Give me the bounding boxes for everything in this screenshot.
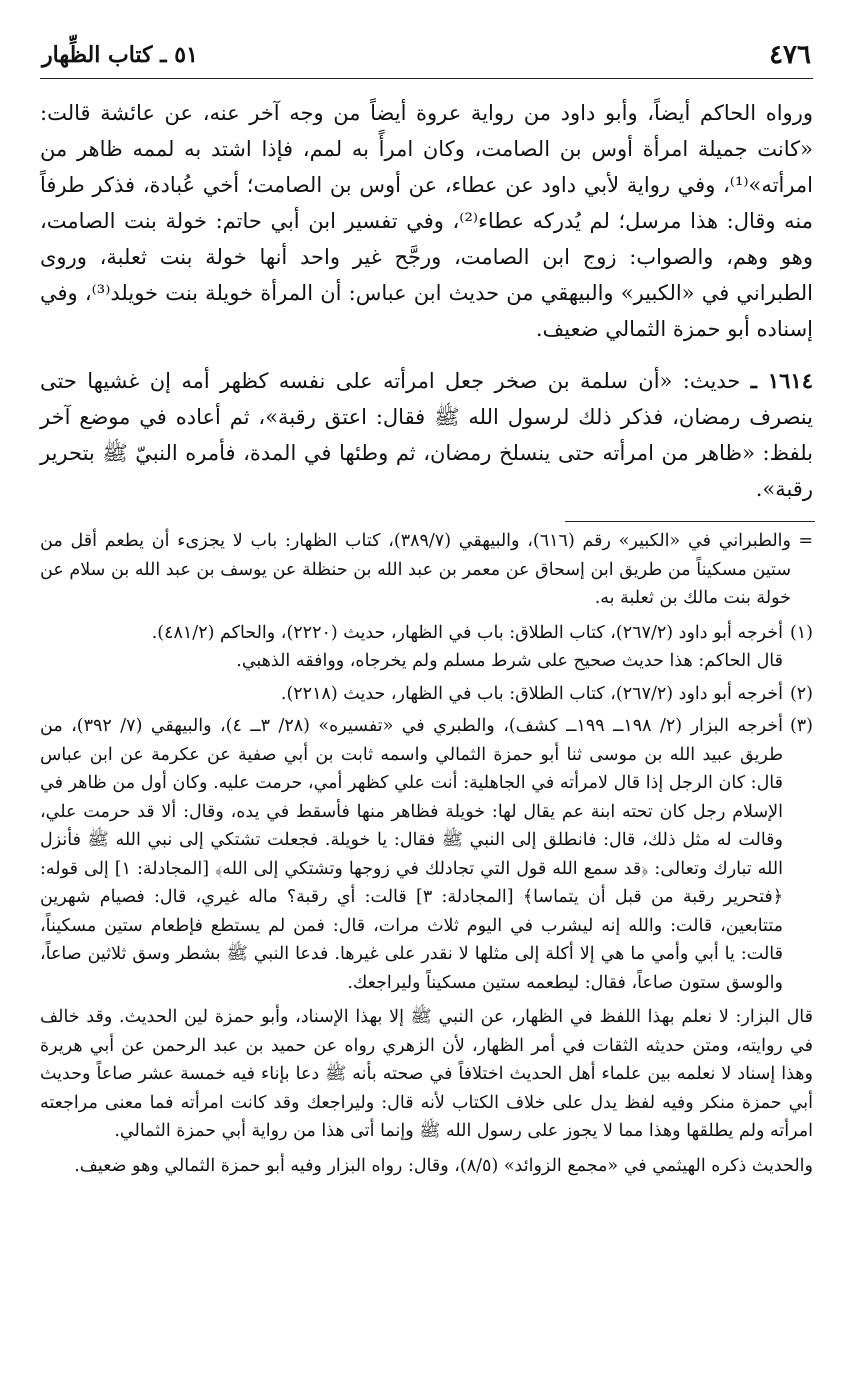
hadith-number: ١٦١٤ ـ: [750, 368, 813, 393]
hadith-paragraph: [40, 363, 813, 507]
footnote-continuation-text: والطبراني في «الكبير» رقم (٦١٦)، والبيهقي (٣٨٩/٧)، كتاب الظهار: باب لا يجزىء أن يطعم أقل من ستين مسكيناً من طريق ابن إسحاق عن معمر بن عبد الله بن حنظلة عن يوسف بن عبد الله بن سلام عن خولة بنت مالك بن ثعلبة به.: [40, 531, 791, 608]
footnote-3-number: (٣): [789, 716, 813, 736]
footnote-2: [40, 680, 813, 709]
footnote-2-number: (٢): [789, 683, 813, 704]
footnote-continuation: [40, 527, 813, 613]
footnote-3-bazzar-comment: قال البزار: لا نعلم بهذا اللفظ في الظهار، عن النبي ﷺ إلا بهذا الإسناد، وأبو حمزة لين الحديث. وقد خالف في روايته، ومتن حديثه الثقات في أمر الظهار، لأن الزهري رواه عن حميد بن عبد الرحمن عن أبي هريرة وهذا إسناد لا نعلمه بين علماء أهل الحديث اختلافاً في صحته بأنه ﷺ دعا بإناء فيه خمسة عشر صاعاً وحديث أبي حمزة منكر وفيه لفظ يدل على خلاف الكتاب لأنه قال: وليراجعك وقد كانت امرأته فما معنى مراجعته امرأته ولم يطلقها وهذا مما لا يجوز على رسول الله ﷺ وإنما أتى هذا من رواية أبي حمزة الثمالي.: [40, 1007, 813, 1141]
footnote-1-text: أخرجه أبو داود (٢٦٧/٢)، كتاب الطلاق: باب في الظهار، حديث (٢٢٢٠)، والحاكم (٤٨١/٢).: [151, 622, 783, 643]
commentary-paragraph: ورواه الحاكم أيضاً، وأبو داود من رواية عروة أيضاً من وجه آخر عنه، عن عائشة قالت: «كانت جميلة امرأة أوس بن الصامت، وكان امرأً به لمم، فإذا اشتد به لممه ظاهر من امرأته»⁽¹⁾، وفي رواية لأبي داود عن عطاء، عن أوس بن الصامت؛ أخي عُبادة، فذكر طرفاً منه وقال: هذا مرسل؛ لم يُدركه عطاء⁽²⁾، وفي تفسير ابن أبي حاتم: خولة بنت الصامت، وهو وهم، والصواب: زوج ابن الصامت، ورجَّح غير واحد أنها خولة بنت ثعلبة، وروى الطبراني في «الكبير» والبيهقي من حديث ابن عباس: أن المرأة خويلة بنت خويلد⁽³⁾، وفي إسناده أبو حمزة الثمالي ضعيف.: [40, 101, 813, 341]
main-text: [40, 95, 813, 507]
footnote-1-number: (١): [789, 622, 813, 643]
hadith-text: حديث: «أن سلمة بن صخر جعل امرأته على نفسه كظهر أمه إن غشيها حتى ينصرف رمضان، فذكر ذلك لرسول الله ﷺ فقال: اعتق رقبة»، ثم أعاده في موضع آخر بلفظ: «ظاهر من امرأته حتى ينسلخ رمضان، ثم وطئها في المدة، فأمره النبيّ ﷺ بتحرير رقبة».: [40, 369, 813, 501]
page-number: ٤٧٦: [769, 40, 811, 70]
footnote-divider: [565, 521, 815, 522]
footnote-1: [40, 619, 813, 648]
page-header: [40, 38, 813, 79]
footnote-3-haythami-comment: والحديث ذكره الهيثمي في «مجمع الزوائد» (٨/٥)، وقال: رواه البزار وفيه أبو حمزة الثمالي وهو ضعيف.: [74, 1155, 813, 1176]
footnote-2-text: أخرجه أبو داود (٢٦٧/٢)، كتاب الطلاق: باب في الظهار، حديث (٢٢١٨).: [280, 683, 783, 704]
footnote-1-comment: قال الحاكم: هذا حديث صحيح على شرط مسلم ولم يخرجاه، ووافقه الذهبي.: [236, 651, 783, 671]
running-title: ٥١ ـ كتاب الظِّهار: [42, 42, 198, 68]
footnotes: [40, 527, 813, 1180]
continuation-mark: =: [798, 531, 813, 551]
footnote-3: [40, 712, 813, 997]
footnote-3-text: أخرجه البزار (٢/ ١٩٨ــ ١٩٩ــ كشف)، والطبري في «تفسيره» (٢٨/ ٣ــ ٤)، والبيهقي (٧/ ٣٩٢)، من طريق عبيد الله بن موسى ثنا أبو حمزة الثمالي واسمه ثابت بن أبي صفية عن عكرمة عن ابن عباس قال: كان الرجل إذا قال لامرأته في الجاهلية: أنت علي كظهر أمي، حرمت عليه. وكان أول من ظاهر في الإسلام رجل كان تحته ابنة عم يقال لها: خويلة فظاهر منها فأسقط في يده، وقال: ألا قد حرمت علي، وقالت له مثل ذلك، قال: فانطلق إلى النبي ﷺ فقال: يا خويلة. فجعلت تشتكي إلى نبي الله ﷺ فأنزل الله تبارك وتعالى: ﴿قد سمع الله قول التي تجادلك في زوجها وتشتكي إلى الله﴾ [المجادلة: ١] إلى قوله: ﴿فتحرير رقبة من قبل أن يتماسا﴾ [المجادلة: ٣] قالت: أي رقبة؟ ماله غيري، قال: فصيام شهرين متتابعين، قالت: والله إنه ليشرب في اليوم ثلاث مرات، قال: فمن لم يستطع فإطعام ستين مسكيناً، قالت: يا أبي وأمي ما هي إلا أكلة إلى مثلها لا نقدر على غيرها. فدعا النبي ﷺ بشطر وسق ثلاثين صاعاً، والوسق ستون صاعاً، فقال: ليطعمه ستين مسكيناً وليراجعك.: [40, 716, 783, 993]
